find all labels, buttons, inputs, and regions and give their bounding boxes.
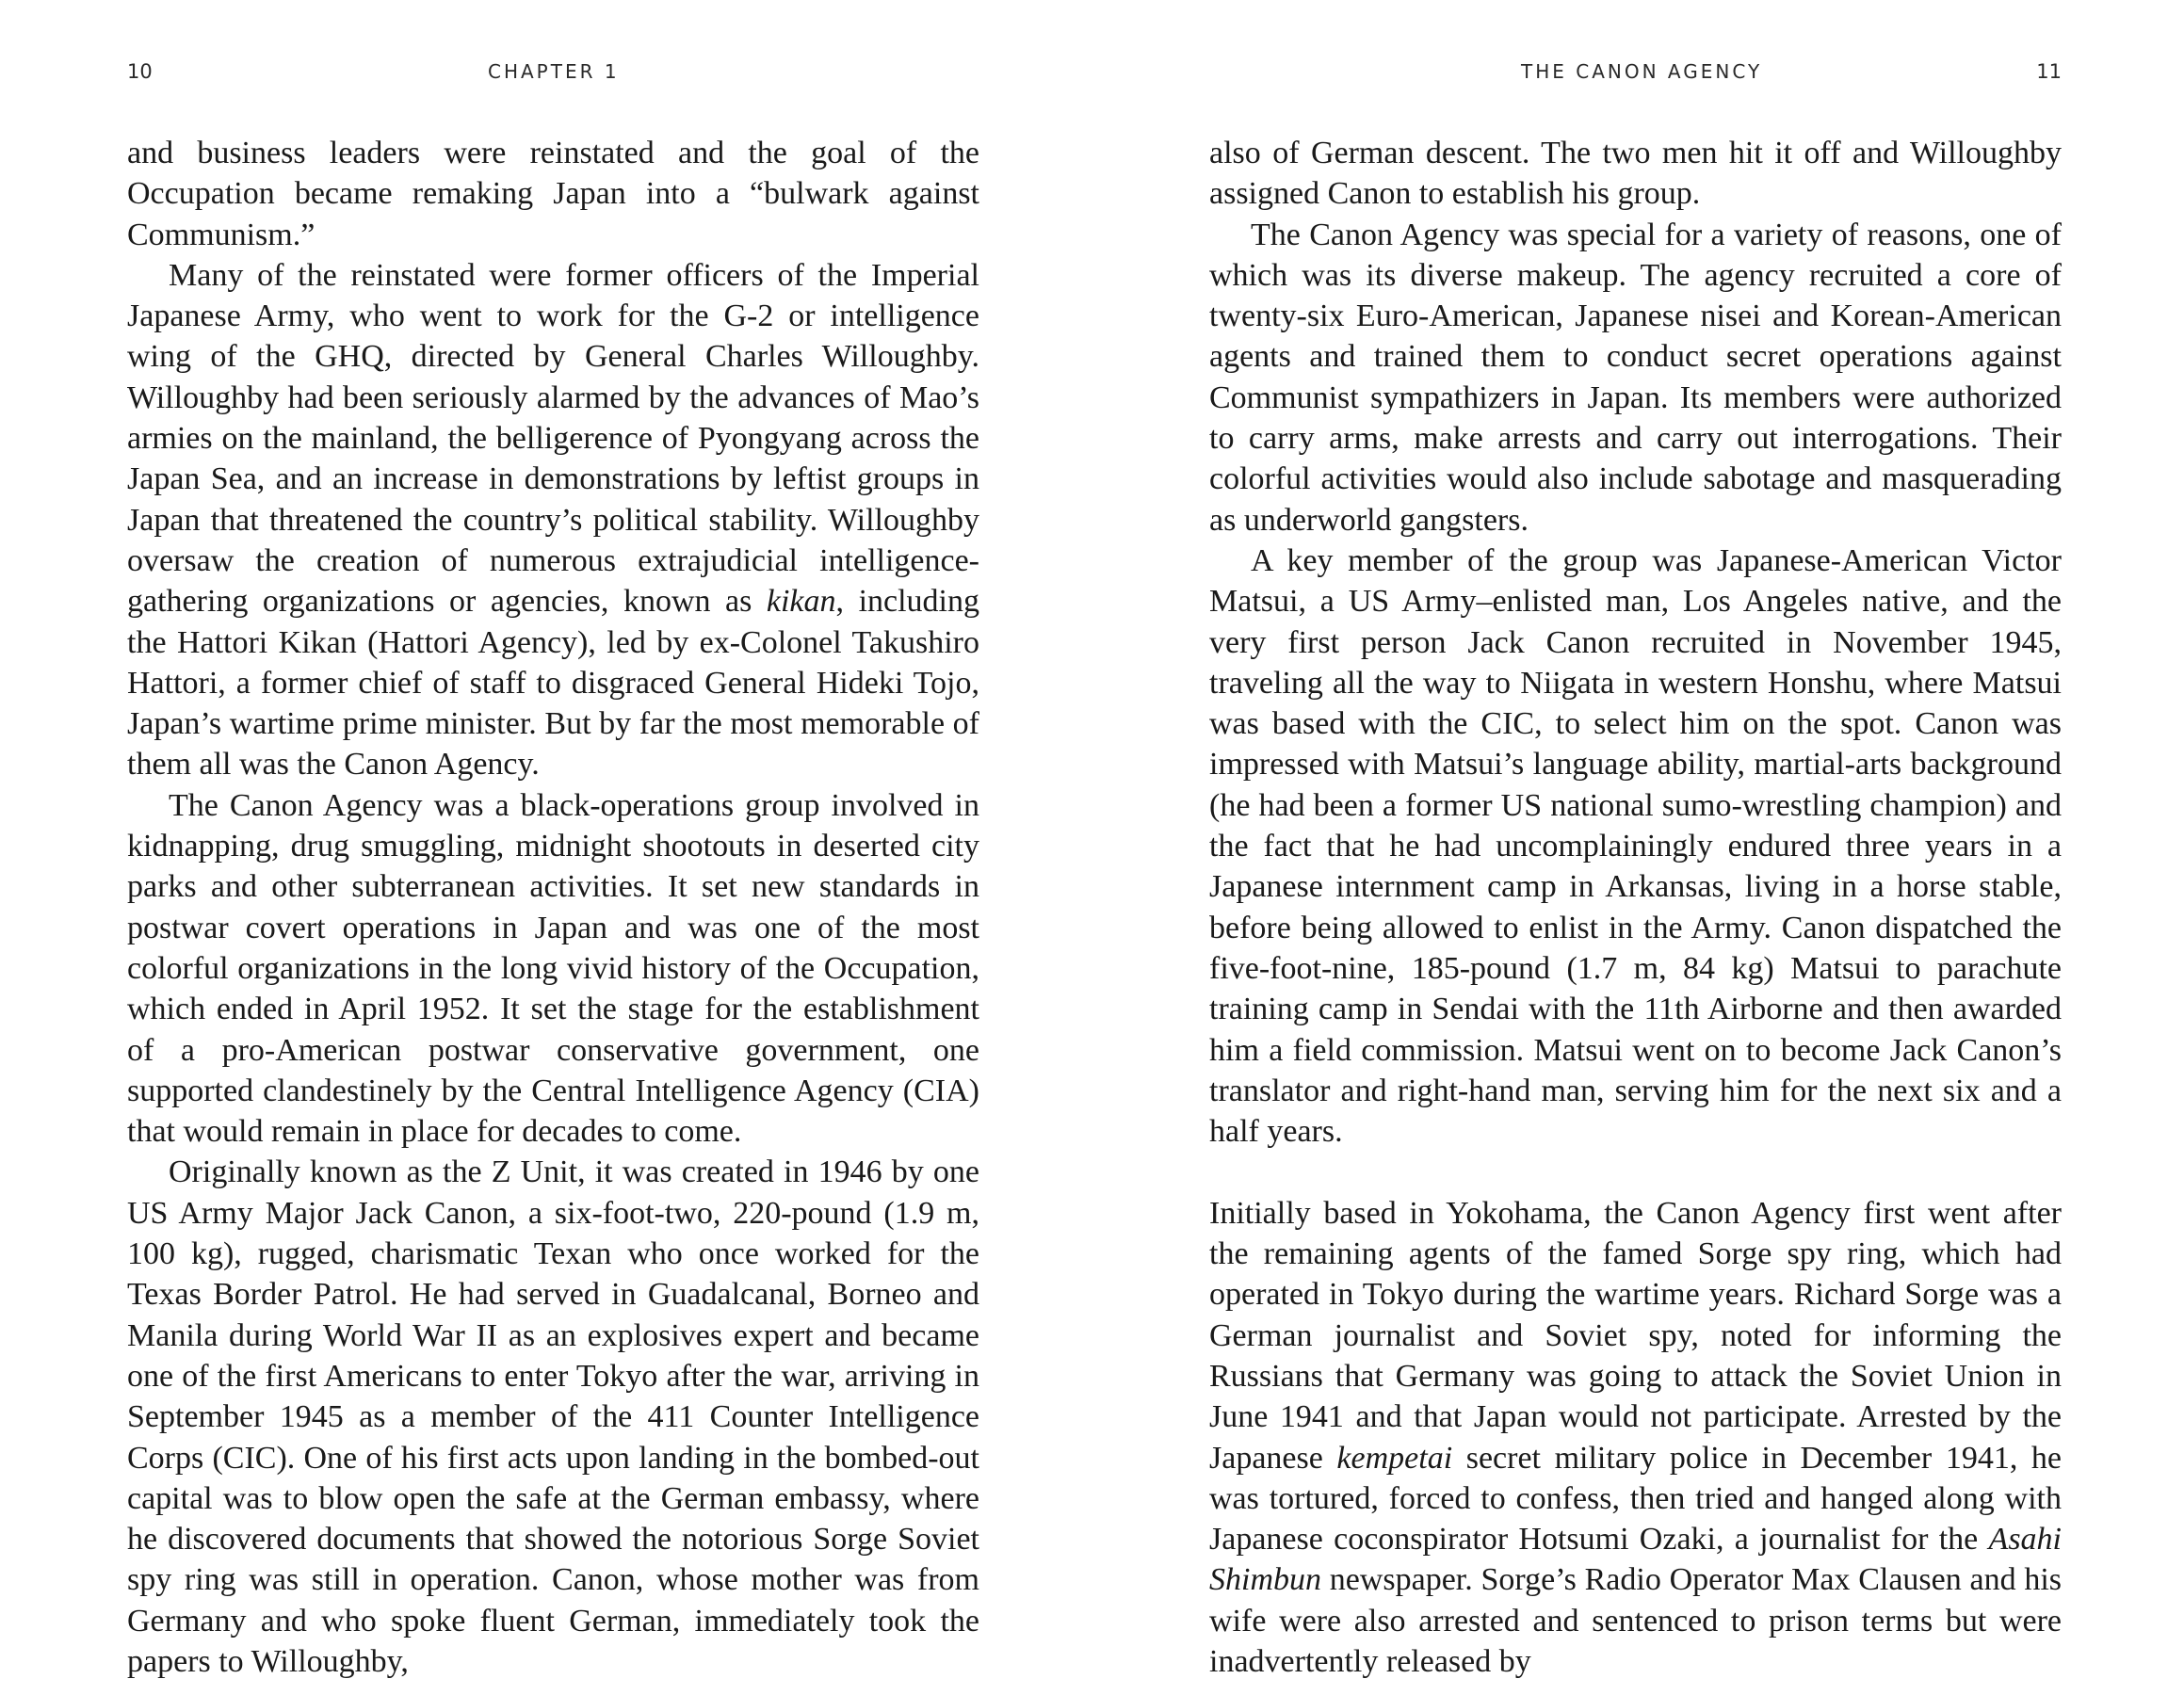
paragraph: The Canon Agency was a black-operations group involved in kidnapping, drug smuggling, midnight shootouts in deserted city parks and other subterranean activities. It set new standards in postwar covert operations in Japan and was one of the most colorful organizations in the long vivid history of the Occupation, which ended in April 1952. It set the stage for the establishment of a pro-American postwar conservative government, one supported clandestinely by the Central Intelligence Agency (CIA) that would remain in place for decades to come.	[127, 787, 979, 1150]
paragraph: Many of the reinstated were former officers of the Imperial Japanese Army, who went to work for the G-2 or intelligence wing of the GHQ, directed by General Charles Willoughby. Willoughby had been seriously alarmed by the advances of Mao’s armies on the mainland, the belligerence of Pyongyang across the Japan Sea, and an increase in demonstrations by leftist groups in Japan that threatened the country’s political stability. Willoughby oversaw the creation of numerous extrajudicial intelligence-gathering organizations or agencies, known as kikan, including the Hattori Kikan (Hattori Agency), led by ex-Colonel Takushiro Hattori, a former chief of staff to disgraced General Hideki Tojo, Japan’s wartime prime minister. But by far the most memorable of them all was the Canon Agency.	[127, 257, 979, 783]
right-page-header	[1209, 60, 2062, 90]
paragraph: Initially based in Yokohama, the Canon Agency first went after the remaining agents of the famed Sorge spy ring, which had operated in Tokyo during the wartime years. Richard Sorge was a German journalist and Soviet spy, noted for informing the Russians that Germany was going to attack the Soviet Union in June 1941 and that Japan would not participate. Arrested by the Japanese kempetai secret military police in December 1941, he was tortured, forced to confess, then tried and hanged along with Japanese coconspirator Hotsumi Ozaki, a journalist for the Asahi Shimbun newspaper. Sorge’s Radio Operator Max Clausen and his wife were also arrested and sentenced to prison terms but were inadvertently released by	[1209, 1195, 2062, 1679]
italic-term: kikan	[766, 584, 836, 620]
running-head: THE CANON AGENCY	[1521, 60, 1763, 83]
page-number: 10	[127, 60, 153, 83]
italic-term: kempetai	[1336, 1440, 1453, 1476]
right-page	[1092, 0, 2184, 1695]
page-number: 11	[2036, 60, 2062, 83]
running-head: CHAPTER 1	[488, 60, 620, 83]
left-page-body	[127, 133, 979, 1682]
paragraph: Originally known as the Z Unit, it was created in 1946 by one US Army Major Jack Canon, a six-foot-two, 220-pound (1.9 m, 100 kg), rugged, charismatic Texan who once worked for the Texas Border Patrol. He had served in Guadalcanal, Borneo and Manila during World War II as an explosives expert and became one of the first Americans to enter Tokyo after the war, arriving in September 1945 as a member of the 411 Counter Intelligence Corps (CIC). One of his first acts upon landing in the bombed-out capital was to blow open the safe at the German embassy, where he discovered documents that showed the notorious Sorge Soviet spy ring was still in operation. Canon, whose mother was from Germany and who spoke fluent German, immediately took the papers to Willoughby,	[127, 1154, 979, 1679]
paragraph: also of German descent. The two men hit it off and Willoughby assigned Canon to establish his group.	[1209, 136, 2062, 212]
paragraph: The Canon Agency was special for a variety of reasons, one of which was its diverse makeup. The agency recruited a core of twenty-six Euro-American, Japanese nisei and Korean-American agents and trained them to conduct secret operations against Communist sympathizers in Japan. Its members were authorized to carry arms, make arrests and carry out interrogations. Their colorful activities would also include sabotage and masquerading as underworld gangsters.	[1209, 217, 2062, 538]
right-page-body	[1209, 133, 2062, 1682]
paragraph: A key member of the group was Japanese-American Victor Matsui, a US Army–enlisted man, Los Angeles native, and the very first person Jack Canon recruited in November 1945, traveling all the way to Niigata in western Honshu, where Matsui was based with the CIC, to select him on the spot. Canon was impressed with Matsui’s language ability, martial-arts background (he had been a former US national sumo-wrestling champion) and the fact that he had uncomplainingly endured three years in a Japanese internment camp in Arkansas, living in a horse stable, before being allowed to enlist in the Army. Canon dispatched the five-foot-nine, 185-pound (1.7 m, 84 kg) Matsui to parachute training camp in Sendai with the 11th Airborne and then awarded him a field commission. Matsui went on to become Jack Canon’s translator and right-hand man, serving him for the next six and a half years.	[1209, 542, 2062, 1150]
left-page-header	[127, 60, 979, 90]
paragraph: and business leaders were reinstated and the goal of the Occupation became remaking Japan into a “bulwark against Communism.”	[127, 136, 979, 252]
italic-title: Asahi Shimbun	[1209, 1522, 2062, 1598]
